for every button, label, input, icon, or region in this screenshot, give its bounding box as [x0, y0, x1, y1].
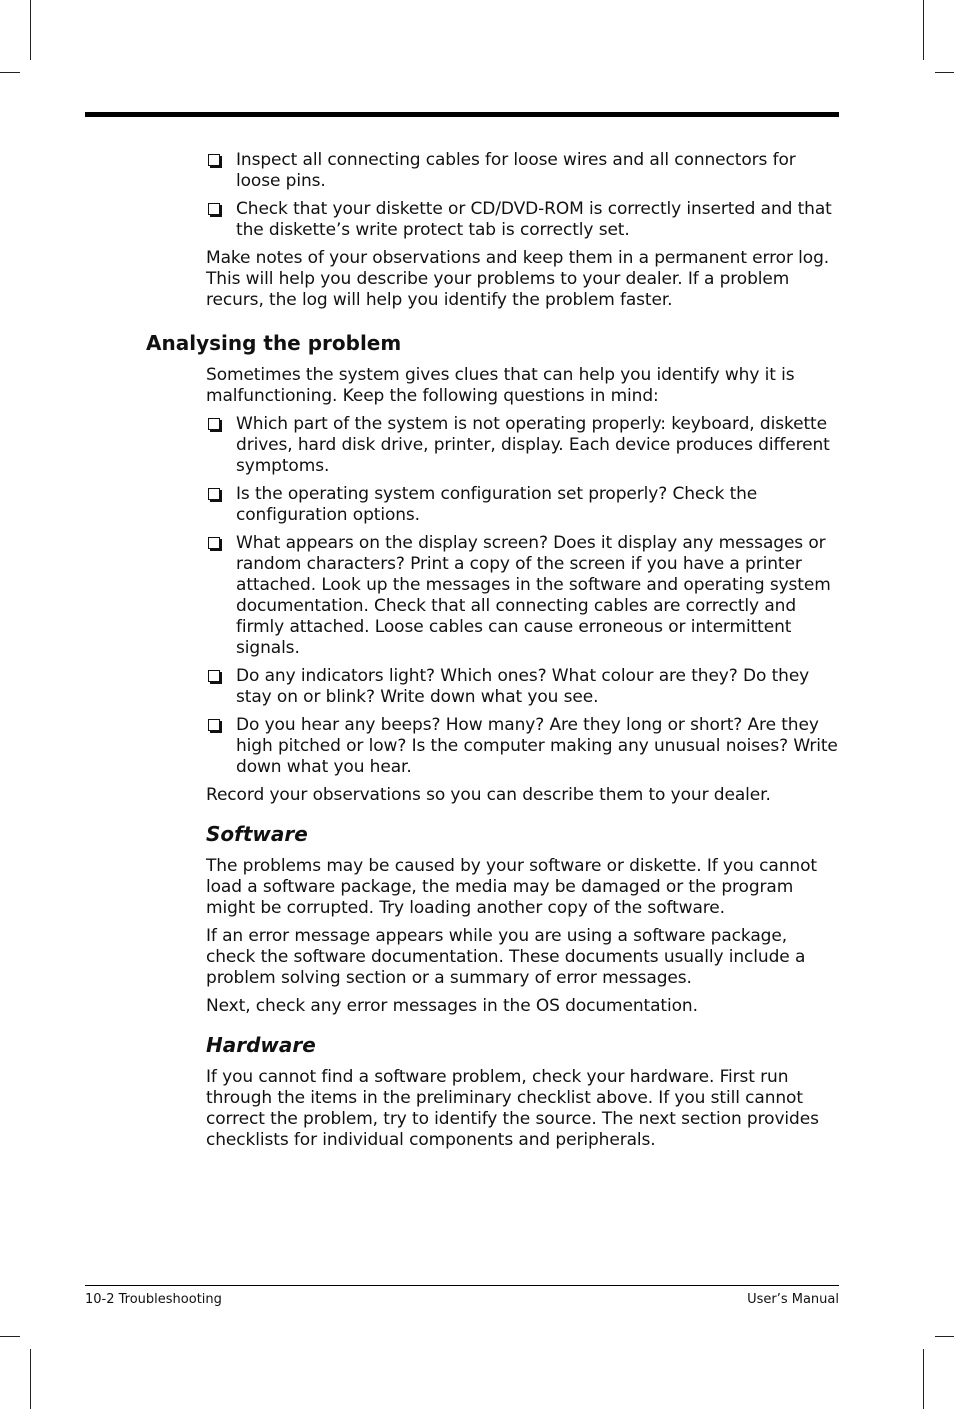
- footer-page-label: 10-2 Troubleshooting: [85, 1292, 222, 1307]
- question-text: Is the operating system configuration set properly? Check the configuration options.: [236, 484, 758, 525]
- checkbox-bullet-icon: [208, 537, 220, 549]
- checkbox-bullet-icon: [208, 670, 220, 682]
- checklist-item-text: Inspect all connecting cables for loose wires and all connectors for loose pins.: [236, 150, 796, 191]
- hardware-paragraph: If you cannot find a software problem, check your hardware. First run through the items in the preliminary checklist above. If you still cannot correct the problem, try to identify the source. The next section provides checklists for individual components and peripherals.: [206, 1067, 819, 1150]
- page-content: [146, 150, 838, 1158]
- checkbox-bullet-icon: [208, 719, 220, 731]
- software-paragraph: Next, check any error messages in the OS documentation.: [206, 996, 698, 1016]
- question-item: [206, 484, 838, 526]
- crop-mark: [30, 1349, 31, 1409]
- checklist-item: [206, 150, 838, 192]
- crop-mark: [30, 0, 31, 60]
- checkbox-bullet-icon: [208, 154, 220, 166]
- checklist-item-text: Check that your diskette or CD/DVD-ROM is correctly inserted and that the diskette’s write protect tab is correctly set.: [236, 199, 832, 240]
- footer-manual-label: User’s Manual: [747, 1292, 839, 1307]
- software-paragraph: The problems may be caused by your software or diskette. If you cannot load a software package, the media may be damaged or the program might be corrupted. Try loading another copy of the software.: [206, 856, 817, 918]
- checkbox-bullet-icon: [208, 418, 220, 430]
- question-text: What appears on the display screen? Does it display any messages or random characters? Print a copy of the screen if you have a printer attached. Look up the messages in the software and operating system documentation. Check that all connecting cables are correctly and firmly attached. Loose cables can cause erroneous or intermittent signals.: [236, 533, 831, 658]
- question-item: [206, 533, 838, 659]
- footer-rule: [85, 1285, 839, 1286]
- crop-mark: [0, 72, 20, 73]
- question-text: Which part of the system is not operating properly: keyboard, diskette drives, hard disk drive, printer, display. Each device produces different symptoms.: [236, 414, 830, 476]
- software-paragraph: If an error message appears while you are using a software package, check the software documentation. These documents usually include a problem solving section or a summary of error messages.: [206, 926, 806, 988]
- subsection-heading-software: Software: [206, 822, 308, 846]
- crop-mark: [0, 1336, 20, 1337]
- question-item: [206, 414, 838, 477]
- crop-mark: [935, 1336, 954, 1337]
- checkbox-bullet-icon: [208, 488, 220, 500]
- crop-mark: [923, 1349, 924, 1409]
- question-item: [206, 715, 838, 778]
- intro-paragraph: Make notes of your observations and keep them in a permanent error log. This will help you describe your problems to your dealer. If a problem recurs, the log will help you identify the problem faster.: [206, 248, 830, 310]
- crop-mark: [923, 0, 924, 60]
- subsection-heading-hardware: Hardware: [206, 1033, 316, 1057]
- header-rule: [85, 112, 839, 117]
- question-item: [206, 666, 838, 708]
- section-heading-analysing: Analysing the problem: [146, 331, 402, 355]
- question-text: Do you hear any beeps? How many? Are they long or short? Are they high pitched or low? Is the computer making any unusual noises? Write down what you hear.: [236, 715, 838, 777]
- checklist-item: [206, 199, 838, 241]
- analysing-closing: Record your observations so you can describe them to your dealer.: [206, 785, 771, 805]
- analysing-intro: Sometimes the system gives clues that can help you identify why it is malfunctioning. Keep the following questions in mind:: [206, 365, 795, 406]
- crop-mark: [935, 72, 954, 73]
- question-text: Do any indicators light? Which ones? What colour are they? Do they stay on or blink? Write down what you see.: [236, 666, 810, 707]
- checkbox-bullet-icon: [208, 203, 220, 215]
